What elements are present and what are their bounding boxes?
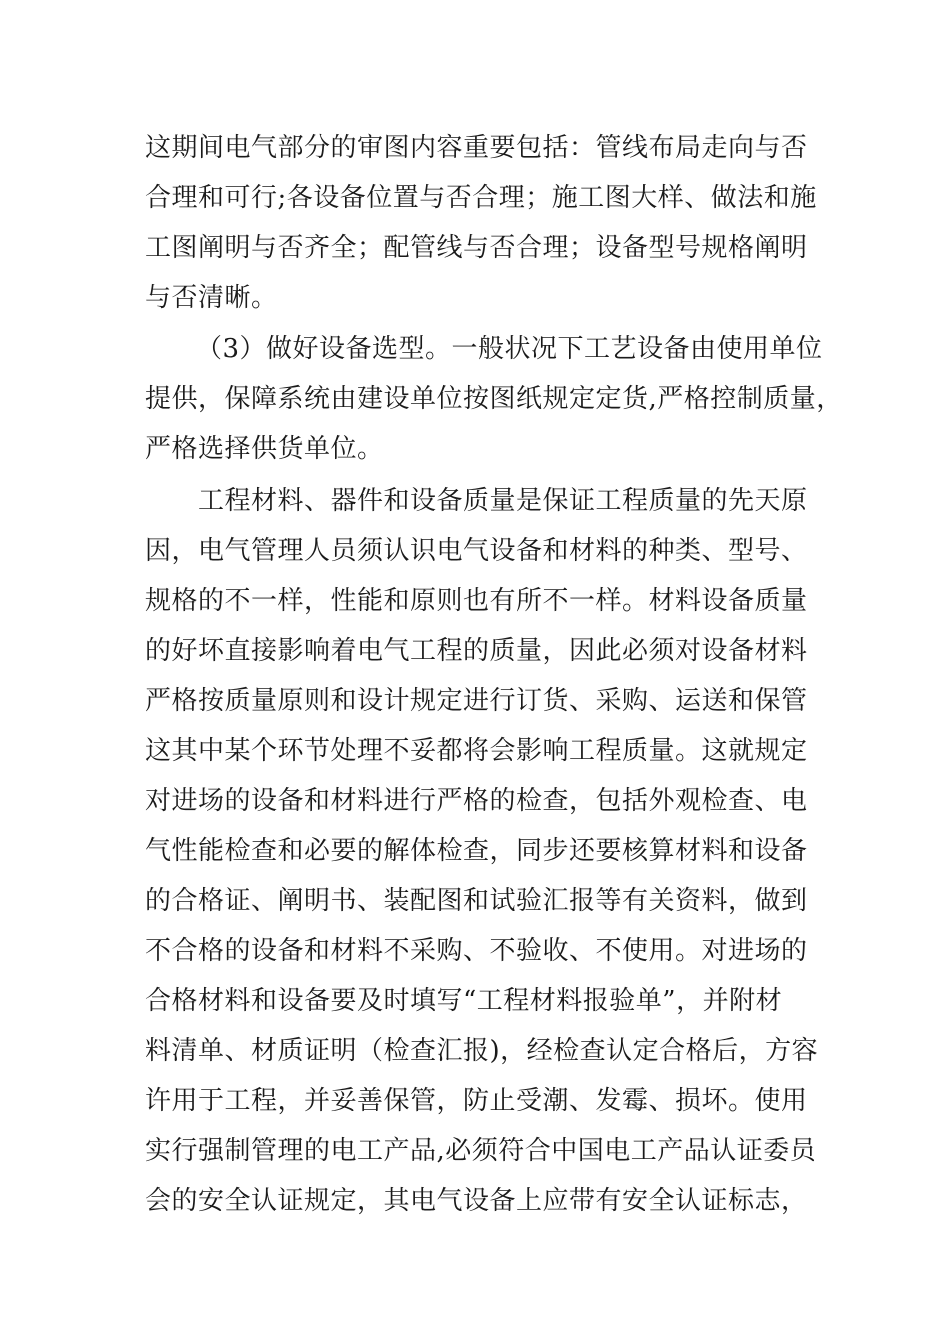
text-line: 工图阐明与否齐全；配管线与否合理；设备型号规格阐明 [145,233,808,263]
text-line: 许用于工程，并妥善保管，防止受潮、发霉、损坏。使用 [145,1086,808,1116]
text-line: 实行强制管理的电工产品,必须符合中国电工产品认证委员 [145,1136,817,1166]
text-line: 这期间电气部分的审图内容重要包括：管线布局走向与否 [145,133,808,163]
text-line: 对进场的设备和材料进行严格的检查，包括外观检查、电 [145,786,808,816]
text-line: 严格按质量原则和设计规定进行订货、采购、运送和保管 [145,686,808,716]
text-line: 的合格证、阐明书、装配图和试验汇报等有关资料，做到 [145,886,808,916]
text-line: 的好坏直接影响着电气工程的质量，因此必须对设备材料 [145,636,808,666]
text-line: 不合格的设备和材料不采购、不验收、不使用。对进场的 [145,936,808,966]
text-line: 提供，保障系统由建设单位按图纸规定定货,严格控制质量， [145,384,843,414]
text-line: 与否清晰。 [145,283,278,313]
text-line: 因，电气管理人员须认识电气设备和材料的种类、型号、 [145,536,808,566]
text-line: （3）做好设备选型。一般状况下工艺设备由使用单位 [196,334,823,364]
text-line: 气性能检查和必要的解体检查，同步还要核算材料和设备 [145,836,808,866]
text-line: 工程材料、器件和设备质量是保证工程质量的先天原 [198,486,808,516]
text-line: 规格的不一样，性能和原则也有所不一样。材料设备质量 [145,586,808,616]
text-line: 这其中某个环节处理不妥都将会影响工程质量。这就规定 [145,736,808,766]
text-line: 会的安全认证规定，其电气设备上应带有安全认证标志， [145,1186,808,1216]
text-line: 严格选择供货单位。 [145,434,384,464]
text-line: 料清单、材质证明（检查汇报)，经检查认定合格后，方容 [145,1036,819,1066]
text-line: 合理和可行;各设备位置与否合理；施工图大样、做法和施 [145,183,817,213]
text-line: 合格材料和设备要及时填写“工程材料报验单”，并附材 [145,986,783,1016]
